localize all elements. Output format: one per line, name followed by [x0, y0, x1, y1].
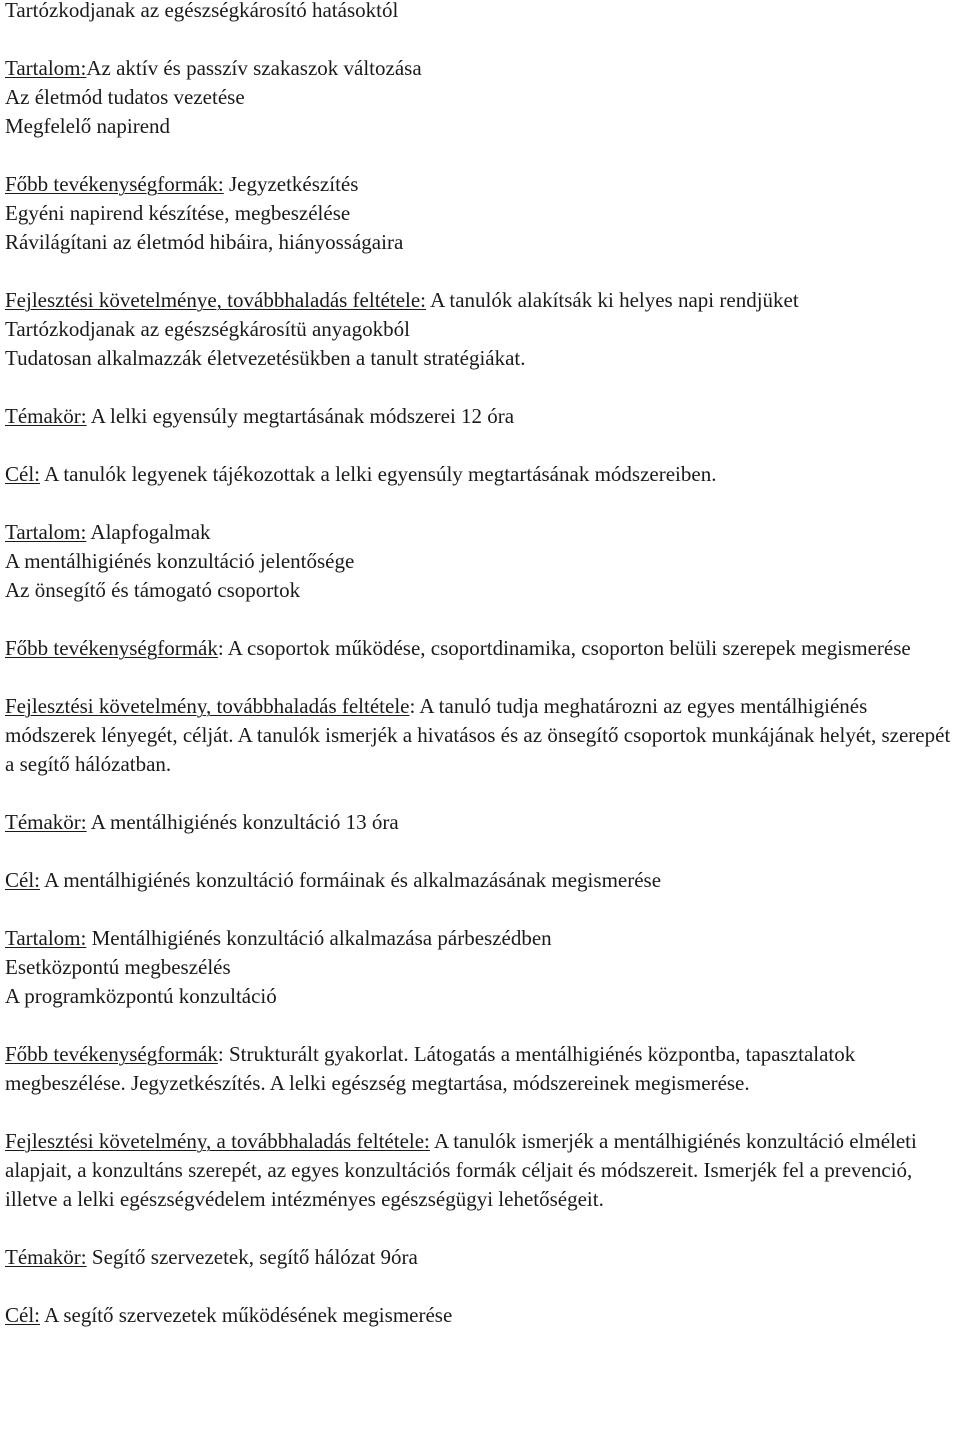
- line-text: : Strukturált gyakorlat. Látogatás a mentálhigiénés központba, tapasztalatok megbeszélése. Jegyzetkészítés. A lelki egészség megtartása, módszereinek megismerése.: [5, 1042, 856, 1095]
- line-text: A segítő szervezetek működésének megismerése: [40, 1303, 453, 1327]
- text-line: [5, 547, 957, 576]
- section-label: Tartalom:: [5, 926, 87, 950]
- text-line: [5, 576, 957, 605]
- paragraph-temakor-3: [5, 1243, 957, 1272]
- section-label: Fejlesztési követelménye, továbbhaladás feltétele:: [5, 288, 427, 312]
- line-text: Az életmód tudatos vezetése: [5, 85, 245, 109]
- line-text: Az önsegítő és támogató csoportok: [5, 578, 301, 602]
- text-line: [5, 83, 957, 112]
- line-text: A lelki egyensúly megtartásának módszerei 12 óra: [86, 404, 515, 428]
- section-label: Témakör:: [5, 810, 87, 834]
- paragraph-cel-2: [5, 866, 957, 895]
- paragraph-cel-3: [5, 1301, 957, 1330]
- line-text: Tartózkodjanak az egészségkárosító hatásoktól: [5, 0, 399, 22]
- text-line: [5, 808, 957, 837]
- line-text: A tanulók alakítsák ki helyes napi rendjüket: [426, 288, 799, 312]
- paragraph-tartalom-1: [5, 54, 957, 141]
- line-text: A mentálhigiénés konzultáció 13 óra: [86, 810, 399, 834]
- section-label: Főbb tevékenységformák:: [5, 172, 224, 196]
- line-text: A mentálhigiénés konzultáció formáinak és alkalmazásának megismerése: [40, 868, 662, 892]
- text-line: [5, 924, 957, 953]
- paragraph-temakor-2: [5, 808, 957, 837]
- paragraph-intro: [5, 0, 957, 25]
- text-line: [5, 402, 957, 431]
- section-label: Tartalom:: [5, 56, 87, 80]
- text-line: [5, 460, 957, 489]
- text-line: [5, 866, 957, 895]
- line-text: Az aktív és passzív szakaszok változása: [86, 56, 422, 80]
- line-text: : A csoportok működése, csoportdinamika, csoporton belüli szerepek megismerése: [217, 636, 911, 660]
- line-text: A tanulók legyenek tájékozottak a lelki egyensúly megtartásának módszereiben.: [40, 462, 717, 486]
- text-line: [5, 344, 957, 373]
- document-body: [5, 0, 957, 1359]
- line-text: Rávilágítani az életmód hibáira, hiányosságaira: [5, 230, 404, 254]
- line-text: A tanulók ismerjék a mentálhigiénés konzultáció elméleti alapjait, a konzultáns szerepét, az egyes konzultációs formák céljait és módszereit. Ismerjék fel a prevenció, illetve a lelki egészségvédelem intézményes egészségügyi lehetőségeit.: [5, 1129, 917, 1211]
- line-text: Alapfogalmak: [86, 520, 211, 544]
- text-line: [5, 1301, 957, 1330]
- text-line: [5, 1040, 957, 1098]
- text-line: [5, 982, 957, 1011]
- line-text: Jegyzetkészítés: [223, 172, 359, 196]
- paragraph-tartalom-3: [5, 924, 957, 1011]
- line-text: Egyéni napirend készítése, megbeszélése: [5, 201, 351, 225]
- paragraph-temakor-1: [5, 402, 957, 431]
- section-label: Témakör:: [5, 1245, 87, 1269]
- line-text: Megfelelő napirend: [5, 114, 171, 138]
- paragraph-tevekenysegformak-1: [5, 170, 957, 257]
- line-text: A programközpontú konzultáció: [5, 984, 277, 1008]
- paragraph-tevekenysegformak-2: [5, 634, 957, 663]
- text-line: [5, 518, 957, 547]
- line-text: Mentálhigiénés konzultáció alkalmazása párbeszédben: [86, 926, 552, 950]
- text-line: [5, 228, 957, 257]
- text-line: [5, 315, 957, 344]
- section-label: Fejlesztési követelmény, továbbhaladás feltétele: [5, 694, 410, 718]
- line-text: : A tanuló tudja meghatározni az egyes mentálhigiénés módszerek lényegét, célját. A tanulók ismerjék a hivatásos és az önsegítő csoportok munkájának helyét, szerepét a segítő hálózatban.: [5, 694, 951, 776]
- paragraph-kovetelmeny-1: [5, 286, 957, 373]
- line-text: A mentálhigiénés konzultáció jelentősége: [5, 549, 355, 573]
- paragraph-cel-1: [5, 460, 957, 489]
- text-line: [5, 634, 957, 663]
- section-label: Fejlesztési követelmény, a továbbhaladás feltétele:: [5, 1129, 430, 1153]
- text-line: [5, 1243, 957, 1272]
- paragraph-tartalom-2: [5, 518, 957, 605]
- line-text: Segítő szervezetek, segítő hálózat 9óra: [86, 1245, 418, 1269]
- line-text: Tudatosan alkalmazzák életvezetésükben a tanult stratégiákat.: [5, 346, 526, 370]
- section-label: Cél:: [5, 462, 40, 486]
- paragraph-tevekenysegformak-3: [5, 1040, 957, 1098]
- section-label: Tartalom:: [5, 520, 87, 544]
- text-line: [5, 112, 957, 141]
- text-line: [5, 0, 957, 25]
- paragraph-kovetelmeny-2: [5, 692, 957, 779]
- text-line: [5, 199, 957, 228]
- section-label: Főbb tevékenységformák: [5, 1042, 218, 1066]
- text-line: [5, 953, 957, 982]
- text-line: [5, 286, 957, 315]
- paragraph-kovetelmeny-3: [5, 1127, 957, 1214]
- line-text: Esetközpontú megbeszélés: [5, 955, 231, 979]
- section-label: Témakör:: [5, 404, 87, 428]
- section-label: Cél:: [5, 868, 40, 892]
- text-line: [5, 692, 957, 779]
- line-text: Tartózkodjanak az egészségkárosítü anyagokból: [5, 317, 410, 341]
- section-label: Cél:: [5, 1303, 40, 1327]
- text-line: [5, 1127, 957, 1214]
- text-line: [5, 54, 957, 83]
- text-line: [5, 170, 957, 199]
- section-label: Főbb tevékenységformák: [5, 636, 218, 660]
